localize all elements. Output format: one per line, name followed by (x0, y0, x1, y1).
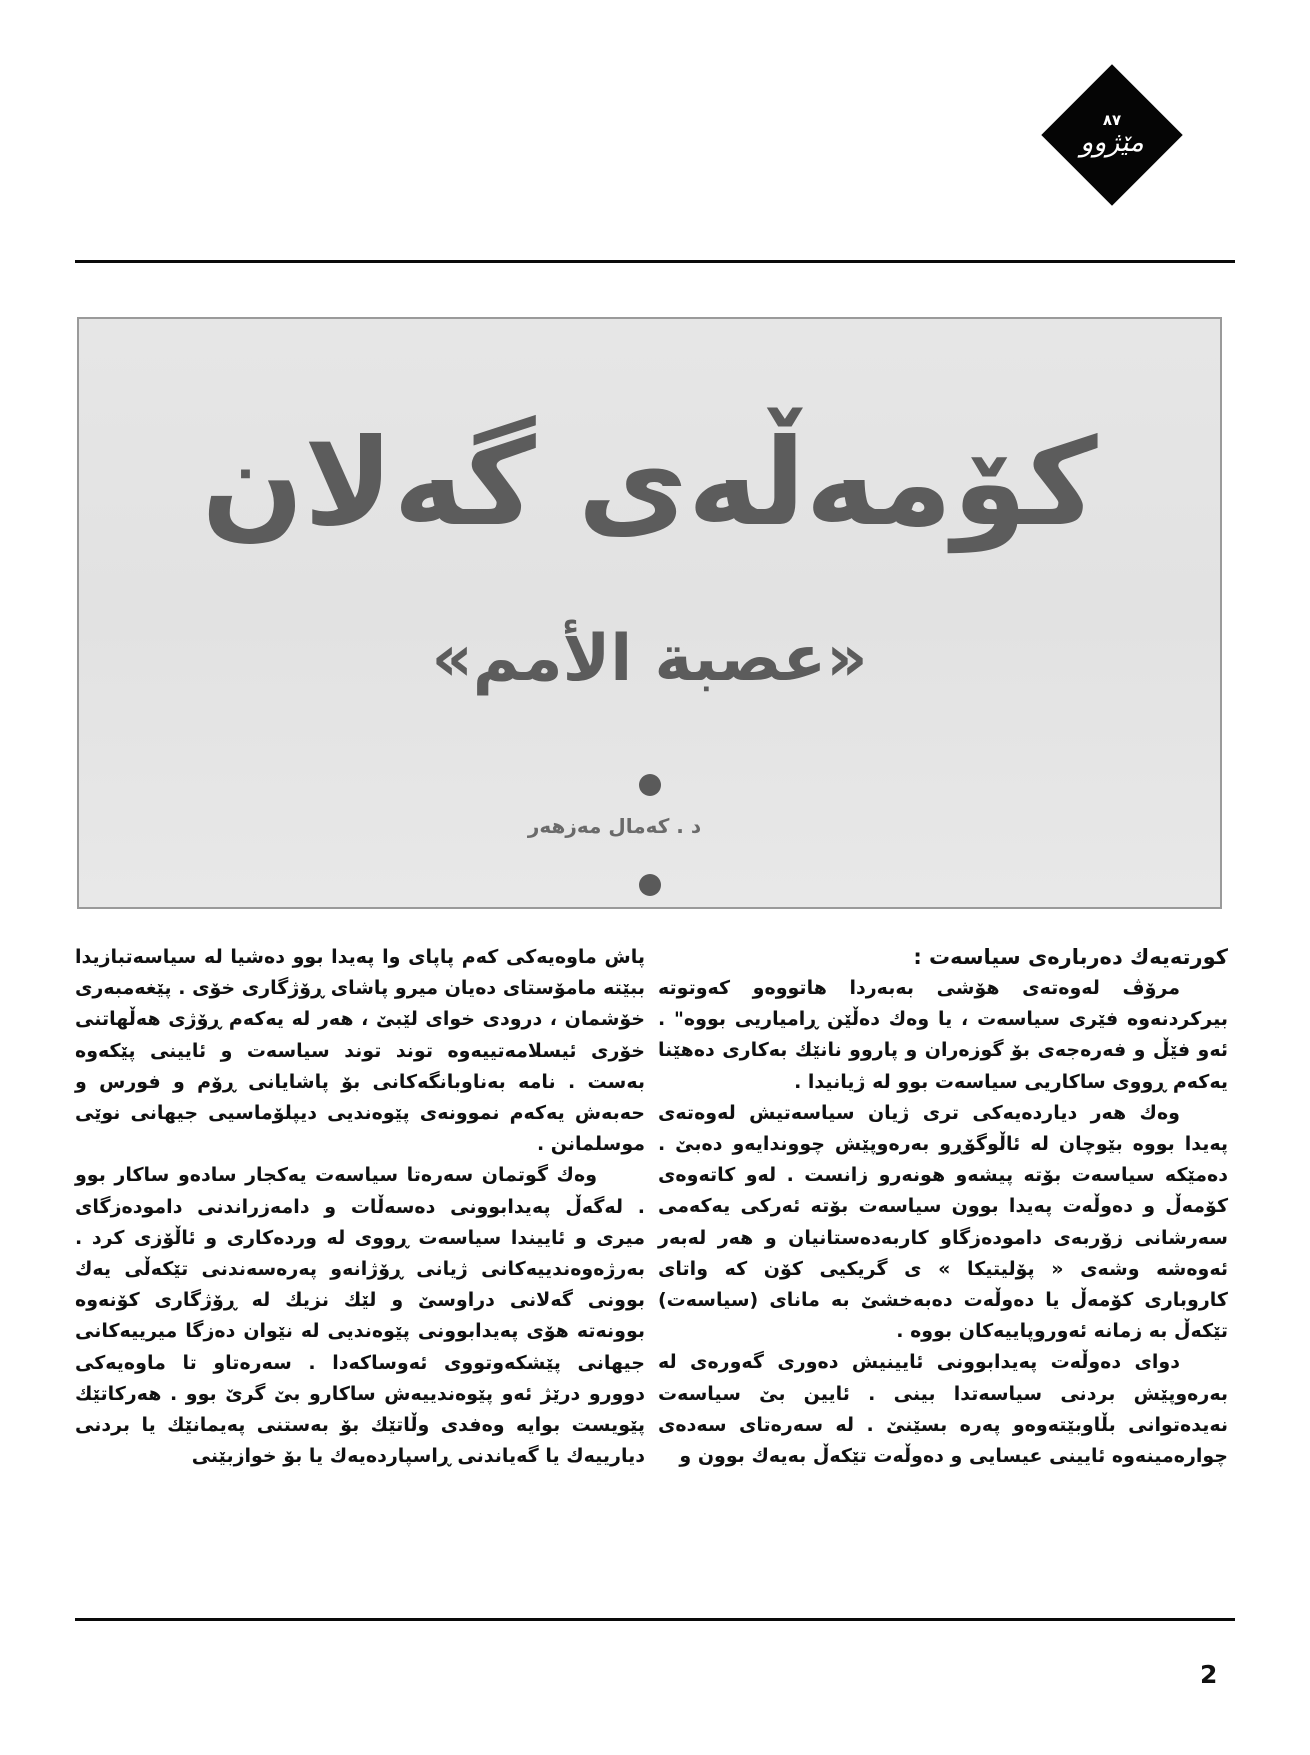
paragraph: وەك هەر دیاردەیەکی تری ژیان سیاسەتیش لەوەتەی پەیدا بووە بێوچان لە ئاڵوگۆڕو بەرەوپێش چووندایەو دەبێ . دەمێکە سیاسەت بۆتە پیشەو هونەرو زانست . لەو کاتەوەی کۆمەڵ و دەوڵەت پەیدا بوون سیاسەت بۆتە ئەرکی یەکەمی سەرشانی زۆربەی دامودەزگاو کاربەدەستانیان و هەر لەبەر ئەوەشە وشەی « پۆلیتیکا » ی گریکیی کۆن کە واتای کاروباری کۆمەڵ یا دەوڵەت دەبەخشێ بە مانای (سیاسەت) تێکەڵ بە زمانە ئەوروپاییەکان بووە . (658, 1101, 1228, 1343)
issue-number: ٨٧ (1102, 111, 1122, 129)
bullet-dot-icon (639, 874, 661, 896)
paragraph: پاش ماوەیەکی کەم پاپای وا پەیدا بوو دەشیا لە سیاسەتبازیدا ببێتە مامۆستای دەیان میرو پاشای ڕۆژگاری خۆی . پێغەمبەری خۆشمان ، درودی خوای لێبێ ، هەر لە یەکەم ڕۆژی هەڵهاتنی خۆری ئیسلامەتییەوە توند توند سیاسەت و ئایینی پێکەوە بەست . نامە بەناوبانگەکانی بۆ پاشایانی ڕۆم و فورس و حەبەش یەکەم نموونەی پێوەندیی دیپلۆماسیی جیهانی نوێی موسلمانن . (75, 946, 645, 1156)
left-column (75, 942, 645, 1472)
paragraph: وەك گوتمان سەرەتا سیاسەت یەکجار سادەو ساکار بوو . لەگەڵ پەیدابوونی دەسەڵات و دامەزراندنی دامودەزگای میری و ئاییندا سیاسەت ڕووی لە وردەکاری و ئاڵۆزی کرد . بەرژەوەندییەکانی ژیانی ڕۆژانەو پەرەسەندنی تێکەڵی یەك بوونی گەلانی دراوسێ و لێك نزیك لە ڕۆژگاری کۆنەوە بوونەتە هۆی پەیدابوونی پێوەندیی لە نێوان دەزگا میرییەکانی جیهانی پێشکەوتووی ئەوساکەدا . سەرەتاو تا ماوەیەکی دوورو درێژ ئەو پێوەندییەش ساکارو بێ گرێ بوو . هەرکاتێك پێویست بوایە وەفدی وڵاتێك بۆ بەستنی پەیمانێك یا بردنی دیارییەك یا گەیاندنی ڕاسپاردەیەك یا بۆ خوازبێنی (75, 1164, 645, 1468)
section-heading: کورتەیەك دەربارەی سیاسەت : (913, 945, 1228, 969)
right-column (658, 942, 1228, 1472)
paragraph: مرۆڤ لەوەتەی هۆشی بەبەردا هاتووەو کەوتوتە بیرکردنەوە فێری سیاسەت ، یا وەك دەڵێن ڕامیاریی بووە" . ئەو فێڵ و فەرەجەی بۆ گوزەران و پاروو نانێك بەکاری دەهێنا یەکەم ڕووی ساکاریی سیاسەت بوو لە ژیانیدا . (658, 977, 1228, 1093)
bullet-dot-icon (639, 774, 661, 796)
paragraph: دوای دەوڵەت پەیدابوونی ئایینیش دەوری گەورەی لە بەرەوپێش بردنی سیاسەتدا بینی . ئایین بێ سیاسەت نەیدەتوانی بڵاوبێتەوەو پەرە بسێنێ . لە سەرەتای سەدەی چوارەمینەوە ئایینی عیسایی و دەوڵەت تێکەڵ بەیەك بوون و (658, 1351, 1228, 1468)
article-subtitle: «عصبة الأمم» (431, 622, 868, 696)
bottom-divider (75, 1618, 1235, 1621)
article-title: کۆمەڵەی گەلان (201, 414, 1098, 553)
title-box (77, 317, 1222, 909)
top-divider (75, 260, 1235, 263)
badge-label (1040, 112, 1184, 158)
section-name: مێژوو (1080, 127, 1144, 158)
page-number: 2 (1200, 1660, 1218, 1689)
author-name: د . کەمال مەزهەر (527, 814, 702, 838)
